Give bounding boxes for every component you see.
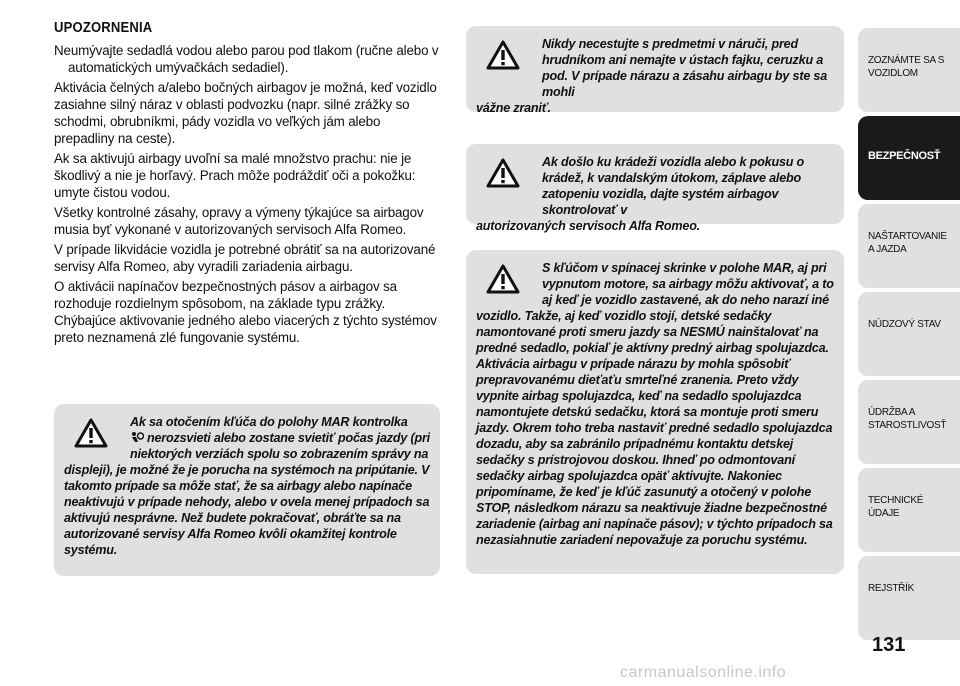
section-heading: UPOZORNENIA (54, 20, 153, 36)
warning-4-lead: S kľúčom v spínacej skrinke v polohe MAR, aj pri vypnutom motore, sa airbagy môžu aktivovať, a to aj keď je vozidlo zastavené, ak do neho narazí iné (542, 261, 834, 307)
warning-box-objects (466, 26, 844, 115)
nav-tab-register[interactable]: REJSTŘÍK (858, 556, 960, 640)
warning-triangle-icon (486, 158, 520, 188)
airbag-warning-light-icon (130, 431, 144, 444)
paragraph-1: Neumývajte sedadlá vodou alebo parou pod tlakom (ručne alebo v automatických umývačkách sedadiel). (54, 43, 439, 75)
warning-3-lead: Ak došlo ku krádeži vozidla alebo k pokusu o krádež, k vandalským útokom, záplave alebo zatopeniu vozidla, dajte systém airbagov skontrolovať v (542, 155, 805, 217)
nav-tab-udrzba[interactable]: ÚDRŽBA A STAROSTLIVOSŤ (858, 380, 960, 464)
warning-1-lead-a: Ak sa otočením kľúča do polohy MAR kontrolka (130, 415, 408, 429)
nav-tab-vozidlo[interactable]: ZOZNÁMTE SA S VOZIDLOM (858, 28, 960, 112)
paragraph-6: O aktivácii napínačov bezpečnostných pásov a airbagov sa rozhoduje rozdielnym spôsobom, na základe typu zrážky. Chýbajúce aktivovanie jedného alebo viacerých z týchto systémov preto neznamená zlé fungovanie systému. (54, 279, 437, 345)
page-number: 131 (872, 634, 906, 656)
nav-tab-startovanie[interactable]: NAŠTARTOVANIE A JAZDA (858, 204, 960, 288)
warning-1-lead-b: nerozsvieti alebo zostane svietiť počas jazdy (pri niektorých verziách spolu so zobrazením správy na (130, 431, 430, 461)
warning-box-theft (466, 144, 844, 233)
warning-triangle-icon (486, 264, 520, 294)
warning-box-child-seat (466, 250, 844, 574)
warning-box-restraint-fault (54, 404, 440, 576)
nav-tab-nudzovy-stav[interactable]: NÚDZOVÝ STAV (858, 292, 960, 376)
paragraph-2: Aktivácia čelných a/alebo bočných airbagov je možná, keď vozidlo zasiahne silný náraz v oblasti podvozku (napr. silné zrážky so schodmi, obrubníkmi, pády vozidla vo veľkých jám alebo prepadliny na ceste). (54, 80, 437, 146)
main-text-column (54, 20, 442, 349)
warning-triangle-icon (74, 418, 108, 448)
warning-triangle-icon (486, 40, 520, 70)
warning-4-rest: vozidlo. Takže, aj keď vozidlo stojí, detské sedačky namontované proti smeru jazdy sa NESMÚ nainštalovať na predné sedadlo, pokiaľ je aktívny predný airbag spolujazdca. Aktivácia airbagu v prípade nárazu by mohla spôsobiť prepravovanému dieťaťu smrteľné zranenia. Preto vždy vypnite airbag spolujazdca, keď na sedadlo spolujazdca namontujete detskú sedačku, ktorá sa montuje proti smeru jazdy. Okrem toho treba nastaviť predné sedadlo spolujazdca dozadu, aby sa zabránilo prípadnému kontaktu detskej sedačky s prístrojovou doskou. Ihneď po odmontovaní sedačky airbag spolujazdca opäť aktivujte. Nakoniec pripomíname, že keď je kľúč zasunutý a otočený v polohe STOP, následkom nárazu sa neaktivuje žiadne bezpečnostné zariadenie (airbag ani napínače pásov); v týchto prípadoch sa nezasiahnutie zariadení nepovažuje za poruchu systému. (476, 309, 833, 547)
nav-tab-technicke-udaje[interactable]: TECHNICKÉ ÚDAJE (858, 468, 960, 552)
paragraph-5: V prípade likvidácie vozidla je potrebné obrátiť sa na autorizované servisy Alfa Romeo, aby vyradili zariadenia airbagu. (54, 242, 436, 274)
paragraph-3: Ak sa aktivujú airbagy uvoľní sa malé množstvo prachu: nie je škodlivý a nie je horľavý. Prach môže podráždiť oči a pokožku: umyte čistou vodou. (54, 151, 416, 200)
warning-2-rest: vážne zraniť. (476, 101, 551, 115)
warning-1-rest: displeji), je možné že je porucha na systémoch na pripútanie. V takomto prípade sa môže stať, že sa airbagy alebo napínače neaktivujú v prípade nehody, alebo v ovela menej prípadoch sa aktivujú nesprávne. Než budete pokračovať, obráťte sa na autorizované servisy Alfa Romeo kvôli okamžitej kontrole systému. (64, 463, 430, 557)
warning-2-lead: Nikdy necestujte s predmetmi v náruči, pred hrudníkom ani nemajte v ústach fajku, ceruzku a pod. V prípade nárazu a zásahu airbagu by ste sa mohli (542, 37, 828, 99)
watermark: carmanualsonline.info (620, 664, 787, 681)
warning-3-rest: autorizovaných servisoch Alfa Romeo. (476, 219, 700, 233)
paragraph-4: Všetky kontrolné zásahy, opravy a výmeny týkajúce sa airbagov musia byť vykonané v autorizovaných servisoch Alfa Romeo. (54, 205, 424, 237)
nav-tab-bezpecnost[interactable]: BEZPEČNOSŤ (858, 116, 960, 200)
